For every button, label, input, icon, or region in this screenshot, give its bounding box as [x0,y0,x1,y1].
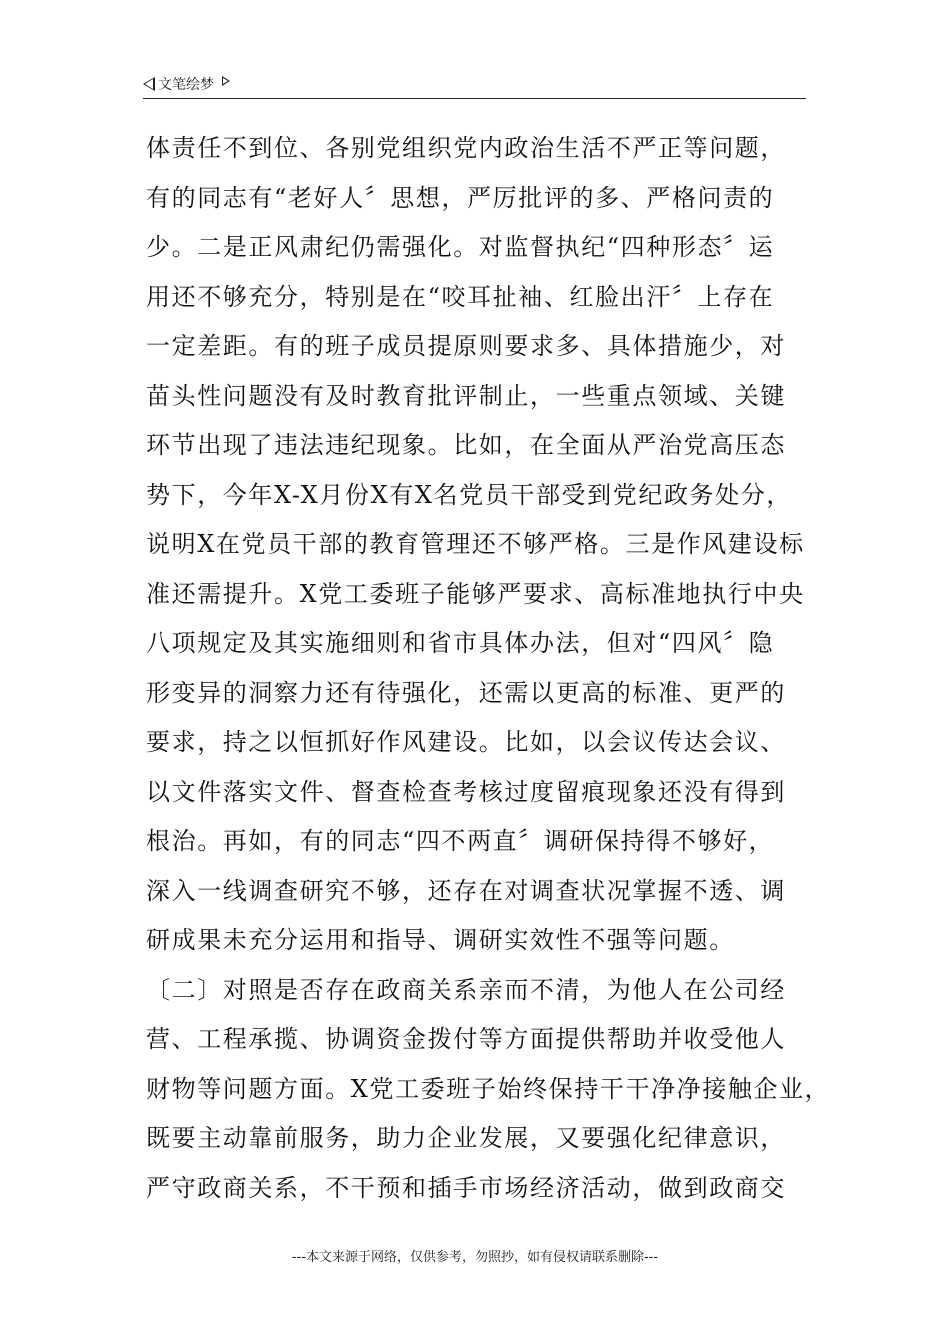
brand-name: 文笔绘梦 [158,77,214,93]
body-line: 准还需提升。X党工委班子能够严要求、高标准地执行中央 [146,579,805,608]
body-line: 说明X在党员干部的教育管理还不够严格。三是作风建设标 [146,530,805,558]
brand [143,74,230,94]
triangle-right-icon [222,76,230,86]
body-line: 少。二是正风肃纪仍需强化。对监督执纪“四种形态〞运 [146,233,775,261]
page-header [143,72,806,99]
body-line: 环节出现了违法违纪现象。比如，在全面从严治党高压态 [146,431,786,459]
body-line: 苗头性问题没有及时教育批评制止，一些重点领域、关键 [146,381,786,410]
body-line: 严守政商关系，不干预和插手市场经济活动，做到政商交 [146,1173,786,1202]
body-line: 研成果未充分运用和指导、调研实效性不强等问题。 [146,926,735,954]
body-line: 以文件落实文件、督查检查考核过度留痕现象还没有得到 [146,777,786,806]
body-line: 根治。再如，有的同志“四不两直〞调研保持得不够好， [146,827,775,855]
body-line: 体责任不到位、各别党组织党内政治生活不严正等问题， [146,134,786,162]
body-line: 财物等问题方面。X党工委班子始终保持干干净净接触企业， [146,1074,831,1103]
document-body [146,130,831,1219]
body-line: 有的同志有“老好人〞思想，严厉批评的多、严格问责的 [146,183,775,212]
body-line: 八项规定及其实施细则和省市具体办法，但对“四风〞隐 [146,629,775,657]
page-footer: ---本文来源于网络，仅供参考，勿照抄，如有侵权请联系删除--- [291,1250,659,1265]
body-line: 营、工程承揽、协调资金拨付等方面提供帮助并收受他人 [146,1025,786,1053]
body-line: 势下，今年X-X月份X有X名党员干部受到党纪政务处分， [146,480,792,509]
body-line: 用还不够充分，特别是在“咬耳扯袖、红脸出汗〞上存在 [146,282,775,311]
body-line: 深入一线调查研究不够，还存在对调查状况掌握不透、调 [146,876,786,905]
body-line: 既要主动靠前服务，助力企业发展，又要强化纪律意识， [146,1124,786,1152]
body-line: 一定差距。有的班子成员提原则要求多、具体措施少，对 [146,332,786,360]
body-line: 要求，持之以恒抓好作风建设。比如，以会议传达会议、 [146,728,786,756]
triangle-left-icon [143,77,155,91]
body-line: 形变异的洞察力还有待强化，还需以更高的标准、更严的 [146,678,786,707]
body-line: 〔二〕对照是否存在政商关系亲而不清，为他人在公司经 [146,975,786,1004]
